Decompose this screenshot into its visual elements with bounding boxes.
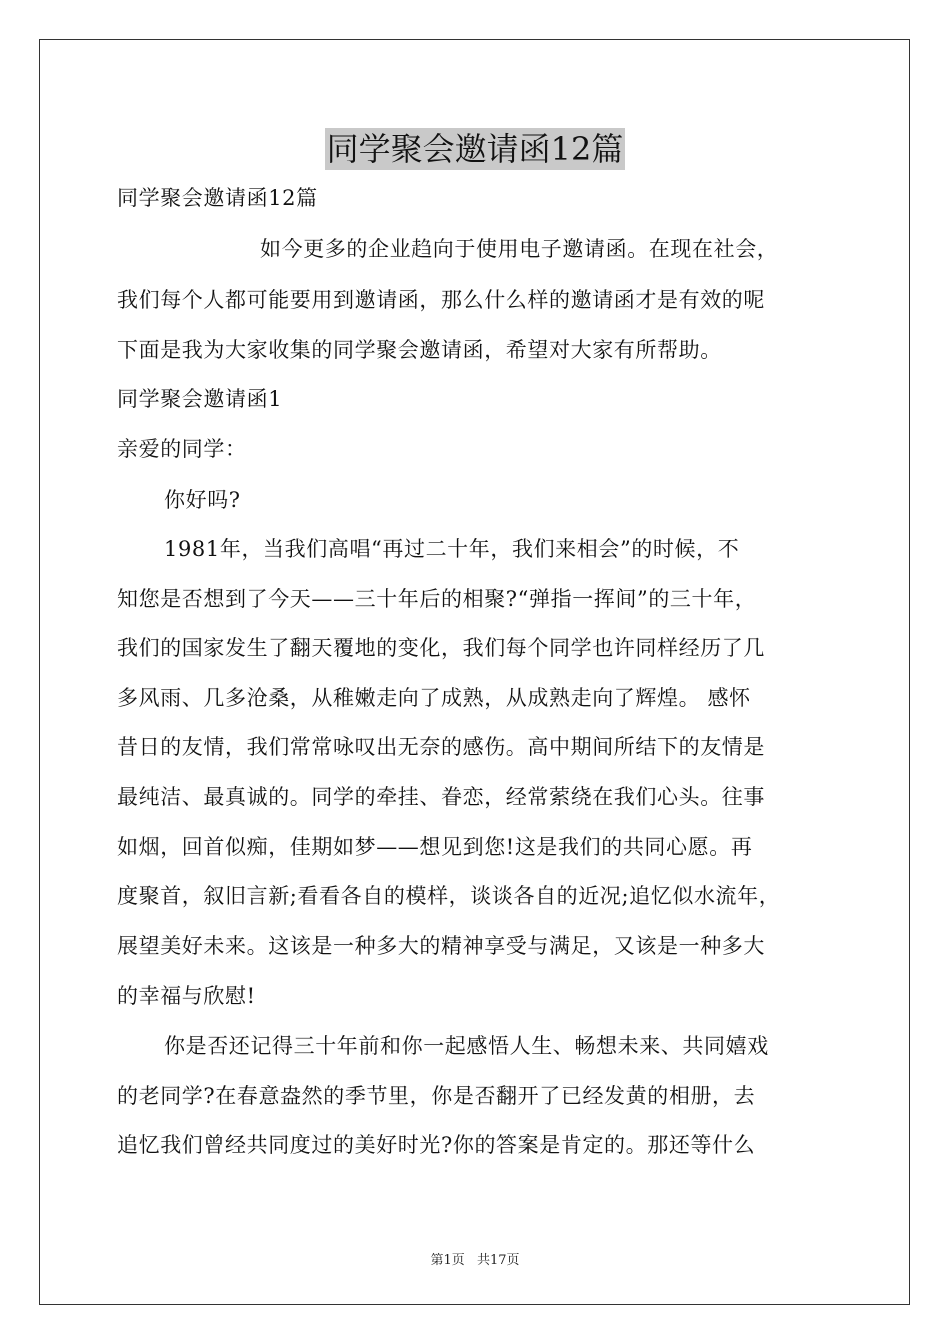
title-container [0, 128, 950, 170]
document-title: 同学聚会邀请函12篇 [326, 130, 624, 168]
paragraph-line: 追忆我们曾经共同度过的美好时光?你的答案是肯定的。那还等什么 [117, 1133, 756, 1157]
paragraph-line: 我们的国家发生了翻天覆地的变化，我们每个同学也许同样经历了几 [117, 636, 765, 660]
paragraph-line: 多风雨、几多沧桑，从稚嫩走向了成熟，从成熟走向了辉煌。 感怀 [117, 686, 751, 710]
paragraph-line: 度聚首，叙旧言新;看看各自的模样，谈谈各自的近况;追忆似水流年， [117, 884, 781, 908]
paragraph-line: 的老同学?在春意盎然的季节里，你是否翻开了已经发黄的相册，去 [117, 1084, 756, 1108]
section-heading: 同学聚会邀请函1 [117, 387, 283, 411]
page-total: 共17页 [476, 1253, 520, 1268]
salutation: 亲爱的同学： [117, 437, 247, 461]
paragraph-line: 昔日的友情，我们常常咏叹出无奈的感伤。高中期间所结下的友情是 [117, 735, 765, 759]
intro-line: 下面是我为大家收集的同学聚会邀请函，希望对大家有所帮助。 [117, 338, 722, 362]
greeting: 你好吗? [164, 488, 241, 512]
page-number: 第1页 [430, 1253, 465, 1268]
page-border [39, 39, 910, 1305]
intro-line: 如今更多的企业趋向于使用电子邀请函。在现在社会， [260, 237, 779, 261]
paragraph-line: 1981年，当我们高唱“再过二十年，我们来相会”的时候，不 [164, 537, 740, 561]
intro-line: 我们每个人都可能要用到邀请函，那么什么样的邀请函才是有效的呢 [117, 288, 765, 312]
paragraph-line: 知您是否想到了今天——三十年后的相聚?“弹指一挥间”的三十年， [117, 587, 757, 611]
page-footer [0, 1249, 950, 1268]
paragraph-line: 如烟，回首似痴，佳期如梦——想见到您!这是我们的共同心愿。再 [117, 835, 753, 859]
paragraph-line: 你是否还记得三十年前和你一起感悟人生、畅想未来、共同嬉戏 [164, 1034, 769, 1058]
paragraph-line: 的幸福与欣慰! [117, 984, 256, 1008]
subtitle: 同学聚会邀请函12篇 [117, 186, 318, 210]
paragraph-line: 展望美好未来。这该是一种多大的精神享受与满足，又该是一种多大 [117, 934, 765, 958]
paragraph-line: 最纯洁、最真诚的。同学的牵挂、眷恋，经常萦绕在我们心头。往事 [117, 785, 765, 809]
